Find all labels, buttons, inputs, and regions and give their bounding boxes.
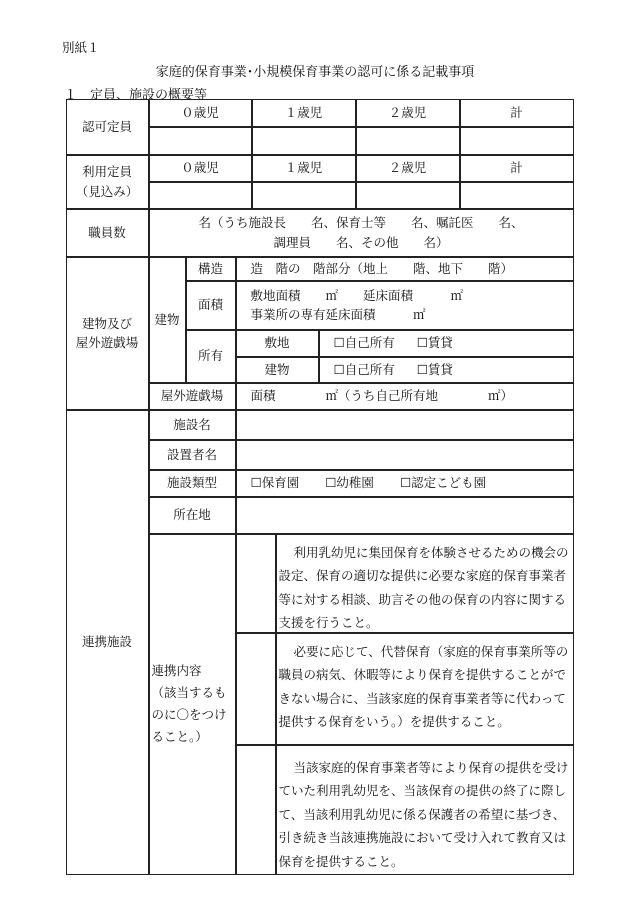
facility-name-label: 施設名 — [149, 410, 236, 440]
ownership-label: 所有 — [186, 330, 236, 383]
ninka-total-header: 計 — [460, 99, 574, 127]
address-field[interactable] — [236, 497, 574, 534]
building-yard-label: 建物及び 屋外遊戯場 — [66, 257, 149, 410]
building-label: 建物 — [149, 257, 186, 383]
partner-facility-label: 連携施設 — [66, 410, 149, 875]
ownership-building-label: 建物 — [236, 357, 319, 383]
area-field[interactable]: 敷地面積 ㎡ 延床面積 ㎡ 事業所の専有延床面積 ㎡ — [236, 281, 574, 330]
building-rent-checkbox[interactable]: ☐賃貸 — [416, 361, 453, 377]
ninka-age0-header: ０歳児 — [149, 99, 252, 127]
ninka-age0-field[interactable] — [149, 127, 252, 155]
content-mark-2[interactable] — [236, 633, 276, 745]
yard-label: 屋外遊戯場 — [149, 383, 236, 410]
riyou-capacity-label: 利用定員 （見込み） — [66, 155, 149, 209]
address-label: 所在地 — [149, 497, 236, 534]
founder-name-field[interactable] — [236, 440, 574, 470]
content-item-3: 当該家庭的保育事業者等により保育の提供を受けていた利用乳幼児を、当該保育の提供の終了に際して、当該利用乳幼児に係る保護者の希望に基づき、引き続き当該連携施設において受け入れて教育又は保育を提供すること。 — [276, 745, 574, 875]
content-label: 連携内容 （該当するも のに〇をつけ ること。） — [149, 534, 236, 875]
riyou-age0-header: ０歳児 — [149, 155, 252, 182]
facility-name-field[interactable] — [236, 410, 574, 440]
land-own-checkbox[interactable]: ☐自己所有 — [333, 335, 395, 351]
riyou-total-header: 計 — [460, 155, 574, 182]
staff-line-1: 名（うち施設長 名、保育士等 名、嘱託医 名、 — [198, 215, 524, 231]
riyou-age0-field[interactable] — [149, 182, 252, 209]
structure-field[interactable]: 造 階の 階部分（地上 階、地下 階） — [236, 257, 574, 281]
ninka-age1-field[interactable] — [252, 127, 356, 155]
riyou-age1-field[interactable] — [252, 182, 356, 209]
structure-label: 構造 — [186, 257, 236, 281]
ownership-land-options[interactable] — [319, 330, 574, 357]
document-reference: 別紙１ — [62, 40, 100, 55]
building-own-checkbox[interactable]: ☐自己所有 — [333, 361, 395, 377]
staff-count-field[interactable] — [149, 209, 574, 257]
content-item-1: 利用乳幼児に集団保育を体験させるための機会の設定、保育の適切な提供に必要な家庭的保育事業者等に対する相談、助言その他の保育の内容に関する支援を行うこと。 — [276, 534, 574, 633]
ninka-capacity-label: 認可定員 — [66, 99, 149, 155]
ninka-age2-header: ２歳児 — [356, 99, 460, 127]
content-mark-1[interactable] — [236, 534, 276, 633]
area-label: 面積 — [186, 281, 236, 330]
content-mark-3[interactable] — [236, 745, 276, 875]
ninka-age1-header: １歳児 — [252, 99, 356, 127]
staff-count-label: 職員数 — [66, 209, 149, 257]
ninka-total-field[interactable] — [460, 127, 574, 155]
section-heading: １ 定員、施設の概要等 — [64, 88, 208, 103]
ninka-age2-field[interactable] — [356, 127, 460, 155]
type-certified-center-checkbox[interactable]: ☐認定こども園 — [399, 475, 487, 491]
riyou-age1-header: １歳児 — [252, 155, 356, 182]
riyou-total-field[interactable] — [460, 182, 574, 209]
staff-line-2: 調理員 名、その他 名） — [273, 234, 449, 250]
yard-field[interactable]: 面積 ㎡（うち自己所有地 ㎡） — [236, 383, 574, 410]
document-title: 家庭的保育事業･小規模保育事業の認可に係る記載事項 — [155, 65, 475, 80]
facility-type-label: 施設類型 — [149, 470, 236, 497]
ownership-land-label: 敷地 — [236, 330, 319, 357]
riyou-age2-header: ２歳児 — [356, 155, 460, 182]
type-kindergarten-checkbox[interactable]: ☐幼稚園 — [325, 475, 374, 491]
application-form-table — [66, 99, 574, 875]
content-item-2: 必要に応じて、代替保育（家庭的保育事業所等の職員の病気、休暇等により保育を提供することができない場合に、当該家庭的保育事業者等に代わって提供する保育をいう。）を提供すること。 — [276, 633, 574, 745]
ownership-building-options[interactable] — [319, 357, 574, 383]
type-nursery-checkbox[interactable]: ☐保育園 — [250, 475, 300, 491]
founder-name-label: 設置者名 — [149, 440, 236, 470]
land-rent-checkbox[interactable]: ☐賃貸 — [416, 335, 453, 351]
riyou-age2-field[interactable] — [356, 182, 460, 209]
facility-type-options[interactable] — [236, 470, 574, 497]
